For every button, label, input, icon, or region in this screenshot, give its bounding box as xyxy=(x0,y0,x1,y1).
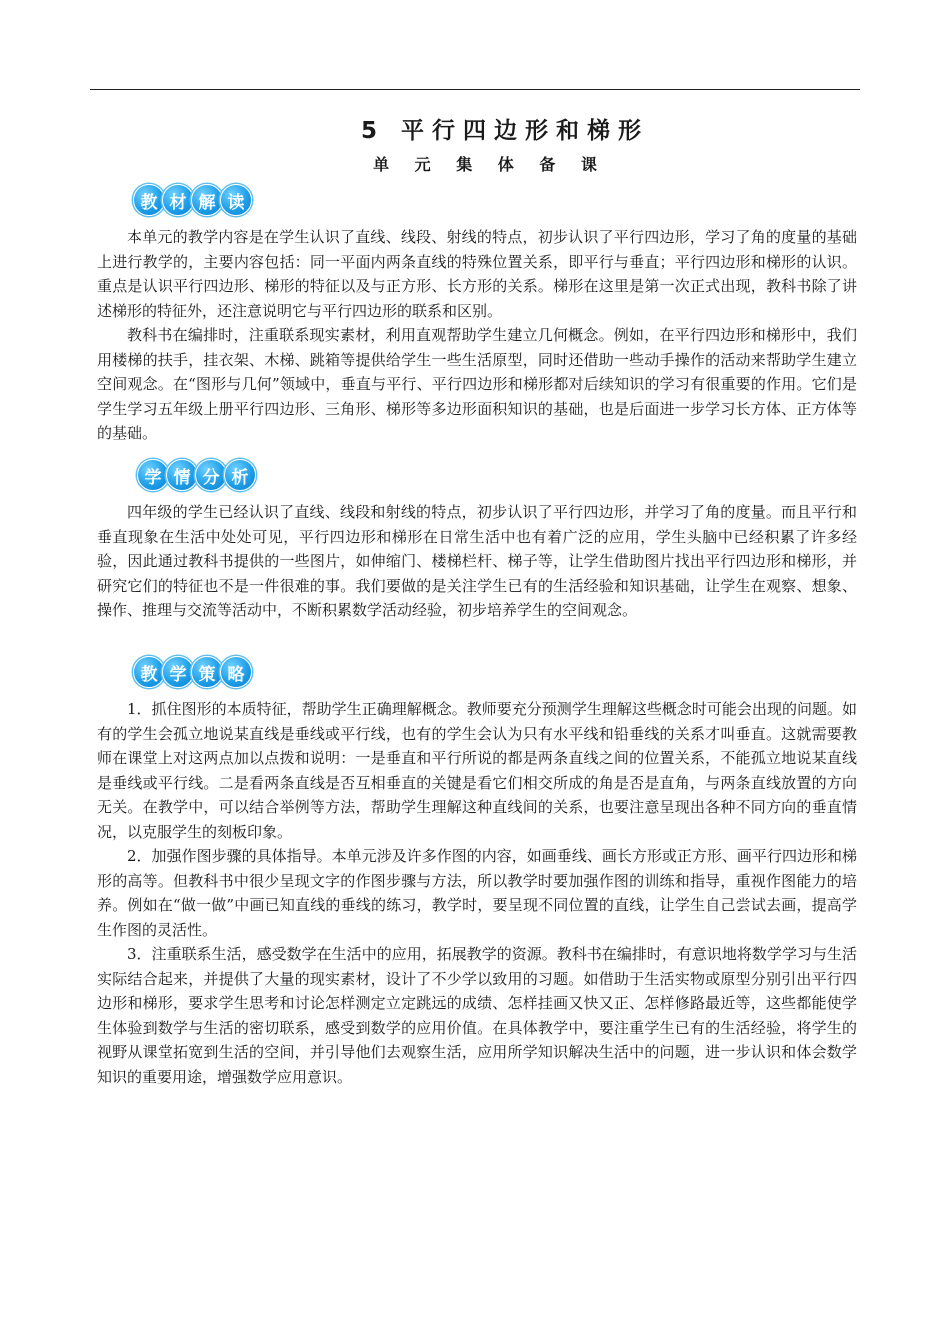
section-badge-teaching-strategy xyxy=(133,656,249,688)
section-badge-textbook-reading xyxy=(133,184,249,216)
badge-char: 策 xyxy=(191,656,223,688)
section-badge-learner-analysis xyxy=(137,459,253,491)
badge-char: 教 xyxy=(133,184,165,216)
paragraph: 1．抓住图形的本质特征，帮助学生正确理解概念。教师要充分预测学生理解这些概念时可能会出现的问题。如有的学生会孤立地说某直线是垂线或平行线，也有的学生会认为只有水平线和铅垂线的关系才叫垂直。这就需要教师在课堂上对这两点加以点拨和说明：一是垂直和平行所说的都是两条直线之间的位置关系，不能孤立地说某直线是垂线或平行线。二是看两条直线是否互相垂直的关键是看它们相交所成的角是否是直角，与两条直线放置的方向无关。在教学中，可以结合举例等方法，帮助学生理解这种直线间的关系，也要注意呈现出各种不同方向的垂直情况，以克服学生的刻板印象。 xyxy=(97,700,857,841)
header-rule xyxy=(90,89,860,90)
badge-char: 教 xyxy=(133,656,165,688)
badge-char: 略 xyxy=(220,656,252,688)
unit-subtitle: 单 元 集 体 备 课 xyxy=(373,155,607,174)
section-body-textbook-reading xyxy=(97,225,857,446)
badge-char: 解 xyxy=(191,184,223,216)
badge-char: 分 xyxy=(195,459,227,491)
paragraph: 四年级的学生已经认识了直线、线段和射线的特点，初步认识了平行四边形，并学习了角的度量。而且平行和垂直现象在生活中处处可见，平行四边形和梯形在日常生活中也有着广泛的应用，学生头脑中已经积累了许多经验，因此通过教科书提供的一些图片，如伸缩门、楼梯栏杆、梯子等，让学生借助图片找出平行四边形和梯形，并研究它们的特征也不是一件很难的事。我们要做的是关注学生已有的生活经验和知识基础，让学生在观察、想象、操作、推理与交流等活动中，不断积累数学活动经验，初步培养学生的空间观念。 xyxy=(97,503,857,619)
badge-char: 读 xyxy=(220,184,252,216)
chapter-title: 5 平行四边形和梯形 xyxy=(360,118,649,144)
paragraph: 2．加强作图步骤的具体指导。本单元涉及许多作图的内容，如画垂线、画长方形或正方形、画平行四边形和梯形的高等。但教科书中很少呈现文字的作图步骤与方法，所以教学时要加强作图的训练和指导，重视作图能力的培养。例如在“做一做”中画已知直线的垂线的练习，教学时，要呈现不同位置的直线，让学生自己尝试去画，提高学生作图的灵活性。 xyxy=(97,847,857,939)
badge-char: 学 xyxy=(162,656,194,688)
section-body-teaching-strategy xyxy=(97,697,857,1089)
section-body-learner-analysis xyxy=(97,500,857,623)
paragraph: 本单元的教学内容是在学生认识了直线、线段、射线的特点，初步认识了平行四边形，学习了角的度量的基础上进行教学的，主要内容包括：同一平面内两条直线的特殊位置关系，即平行与垂直；平行四边形和梯形的认识。重点是认识平行四边形、梯形的特征以及与正方形、长方形的关系。梯形在这里是第一次正式出现，教科书除了讲述梯形的特征外，还注意说明它与平行四边形的联系和区别。 xyxy=(97,228,857,320)
badge-char: 学 xyxy=(137,459,169,491)
badge-char: 材 xyxy=(162,184,194,216)
paragraph: 3．注重联系生活，感受数学在生活中的应用，拓展教学的资源。教科书在编排时，有意识地将数学学习与生活实际结合起来，并提供了大量的现实素材，设计了不少学以致用的习题。如借助于生活实物或原型分别引出平行四边形和梯形，要求学生思考和讨论怎样测定立定跳远的成绩、怎样挂画又快又正、怎样修路最近等，这些都能使学生体验到数学与生活的密切联系，感受到数学的应用价值。在具体教学中，要注重学生已有的生活经验，将学生的视野从课堂拓宽到生活的空间，并引导他们去观察生活，应用所学知识解决生活中的问题，进一步认识和体会数学知识的重要用途，增强数学应用意识。 xyxy=(97,945,857,1086)
paragraph: 教科书在编排时，注重联系现实素材，利用直观帮助学生建立几何概念。例如，在平行四边形和梯形中，我们用楼梯的扶手，挂衣架、木梯、跳箱等提供给学生一些生活原型，同时还借助一些动手操作的活动来帮助学生建立空间观念。在“图形与几何”领域中，垂直与平行、平行四边形和梯形都对后续知识的学习有很重要的作用。它们是学生学习五年级上册平行四边形、三角形、梯形等多边形面积知识的基础，也是后面进一步学习长方体、正方体等的基础。 xyxy=(97,326,857,442)
badge-char: 析 xyxy=(224,459,256,491)
badge-char: 情 xyxy=(166,459,198,491)
